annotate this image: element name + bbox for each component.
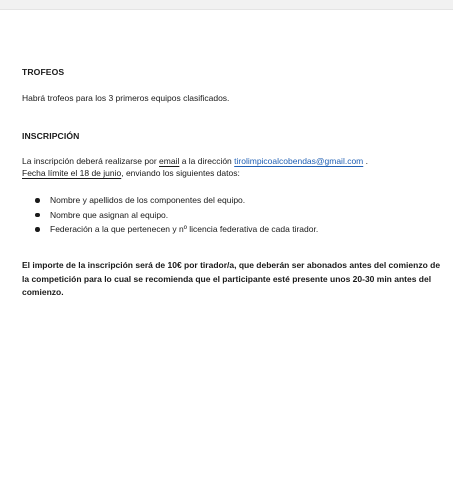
list-item-text: Nombre que asignan al equipo. [50,209,169,220]
inscription-text-post: . [363,156,368,166]
fee-line: la competición para lo cual se recomienda que el participante esté presente unos 20-30 min antes del [22,273,432,284]
inscription-line-2 [22,168,240,180]
trofeos-text: Habrá trofeos para los 3 primeros equipos clasificados. [22,93,230,103]
inscription-line-1 [22,156,368,168]
list-item-text: Nombre y apellidos de los componentes del equipo. [50,195,246,205]
bullet-icon [35,198,40,203]
list-item [22,195,318,210]
inscription-text-pre: La inscripción deberá realizarse por [22,156,160,166]
bullet-icon [35,227,40,232]
deadline-text: Fecha límite el 18 de junio [22,168,122,178]
inscription-text-mid: a la dirección [179,156,235,166]
required-data-list [22,195,318,239]
section-heading-inscripcion: INSCRIPCIÓN [22,131,80,141]
section-heading-trofeos: TROFEOS [22,67,65,77]
fee-line: comienzo. [22,287,64,297]
bullet-icon [35,213,40,218]
email-word: email [159,156,180,166]
window-top-strip [0,0,453,10]
list-item [22,210,318,225]
list-item-text: Federación a la que pertenecen y nº licencia federativa de cada tirador. [50,224,319,234]
fee-paragraph [22,259,442,300]
data-request-text: , enviando los siguientes datos: [121,168,240,178]
list-item [22,224,318,239]
fee-line: El importe de la inscripción será de 10€ por tirador/a, que deberán ser abonados antes del comienzo de [22,260,441,270]
email-link[interactable]: tirolimpicoalcobendas@gmail.com [234,156,364,166]
